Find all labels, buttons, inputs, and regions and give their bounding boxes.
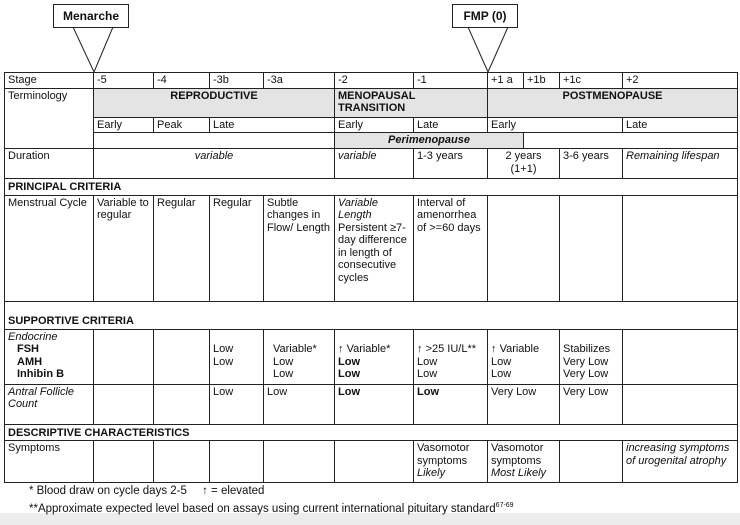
stage-row	[5, 73, 738, 89]
menstrual-s2-italic: Variable Length	[338, 196, 378, 221]
endocrine-value: Very Low	[563, 355, 609, 368]
symptoms-pm2-text: increasing symptoms of urogenital atrophy	[626, 442, 730, 467]
endocrine-s3a	[264, 329, 335, 384]
perimenopause-empty	[94, 133, 335, 149]
endocrine-value: Low	[417, 355, 438, 368]
endocrine-row	[5, 329, 738, 384]
subphase-row	[5, 117, 738, 133]
elevated-arrow-icon: ↑	[202, 485, 208, 497]
footnote-1	[29, 485, 514, 499]
stage-cell: +1b	[524, 73, 560, 89]
perimenopause-row	[5, 133, 738, 149]
duration-pm-2: Remaining lifespan	[623, 149, 738, 179]
endocrine-value: Variable*	[346, 343, 391, 355]
descriptive-row	[5, 424, 738, 441]
subphase-peak: Peak	[154, 117, 210, 133]
symptoms-empty	[264, 441, 335, 483]
endocrine-s5	[94, 329, 154, 384]
menstrual-empty	[488, 195, 560, 301]
endocrine-value: Stabilizes	[563, 343, 611, 355]
endocrine-value: Variable*	[273, 343, 317, 355]
subphase-early: Early	[94, 117, 154, 133]
stage-cell: -3a	[264, 73, 335, 89]
endocrine-value: Low	[273, 368, 294, 380]
afc-s5	[94, 384, 154, 424]
endocrine-value: Low	[338, 355, 360, 368]
terminology-label: Terminology	[5, 88, 94, 149]
fmp-callout: FMP (0)	[452, 4, 518, 28]
elevated-arrow-icon: ↑	[417, 343, 423, 355]
stage-cell: +2	[623, 73, 738, 89]
endocrine-value: Low	[213, 343, 234, 355]
endocrine-s1	[414, 329, 488, 384]
stage-cell: -5	[94, 73, 154, 89]
footnote-1-elevated: = elevated	[207, 485, 265, 497]
supportive-criteria-heading: SUPPORTIVE CRITERIA	[5, 301, 738, 329]
subphase-mt-early: Early	[335, 117, 414, 133]
afc-row	[5, 384, 738, 424]
elevated-arrow-icon: ↑	[491, 343, 497, 355]
inhibin-label: Inhibin B	[17, 368, 65, 380]
descriptive-heading: DESCRIPTIVE CHARACTERISTICS	[5, 424, 738, 441]
footnote-2	[29, 499, 514, 516]
duration-row	[5, 149, 738, 179]
symptoms-pm1	[488, 441, 560, 483]
afc-s3a: Low	[264, 384, 335, 424]
symptoms-label: Symptoms	[5, 441, 94, 483]
endocrine-value: Low	[491, 355, 512, 368]
symptoms-empty	[154, 441, 210, 483]
duration-pm-1c: 3-6 years	[560, 149, 623, 179]
endocrine-s4	[154, 329, 210, 384]
stage-label: Stage	[5, 73, 94, 89]
subphase-pm-late: Late	[623, 117, 738, 133]
footnote-1-text: * Blood draw on cycle days 2-5	[29, 485, 187, 497]
afc-s4	[154, 384, 210, 424]
subphase-mt-late: Late	[414, 117, 488, 133]
elevated-arrow-icon: ↑	[338, 343, 344, 355]
symptoms-pm2	[623, 441, 738, 483]
duration-mt-late: 1-3 years	[414, 149, 488, 179]
duration-pm-1ab: 2 years (1+1)	[488, 149, 560, 179]
menstrual-cycle-row	[5, 195, 738, 301]
menarche-callout: Menarche	[53, 4, 129, 28]
afc-pm1ab: Very Low	[488, 384, 560, 424]
menstrual-s2	[335, 195, 414, 301]
menopausal-transition-phase: MENOPAUSAL TRANSITION	[335, 88, 488, 117]
stage-cell: +1 a	[488, 73, 524, 89]
symptoms-empty	[335, 441, 414, 483]
afc-s1: Low	[414, 384, 488, 424]
menstrual-empty	[560, 195, 623, 301]
endocrine-value: Low	[273, 355, 294, 368]
footnote-2-text: **Approximate expected level based on assays using current international pituitary standard	[29, 502, 496, 515]
duration-mt-early: variable	[335, 149, 414, 179]
stage-cell: -4	[154, 73, 210, 89]
menstrual-s2-rest: Persistent ≥7- day difference in length of consecutive cycles	[338, 221, 407, 284]
menstrual-empty	[623, 195, 738, 301]
endocrine-label-cell	[5, 329, 94, 384]
endocrine-value: Low	[213, 355, 234, 368]
subphase-late: Late	[210, 117, 335, 133]
endocrine-pm2	[623, 329, 738, 384]
symptoms-empty	[94, 441, 154, 483]
symptoms-s1	[414, 441, 488, 483]
stage-cell: -2	[335, 73, 414, 89]
subphase-pm-early: Early	[488, 117, 623, 133]
symptoms-likelihood: Most Likely	[491, 467, 547, 479]
menstrual-s5: Variable to regular	[94, 195, 154, 301]
symptoms-text: Vasomotor symptoms	[417, 442, 470, 467]
staging-table	[4, 72, 738, 483]
menstrual-s1: Interval of amenorrhea of >=60 days	[414, 195, 488, 301]
afc-pm2	[623, 384, 738, 424]
afc-label: Antral Follicle Count	[5, 384, 94, 424]
endocrine-value: Variable	[499, 343, 540, 355]
fsh-label: FSH	[17, 343, 39, 355]
symptoms-likelihood: Likely	[417, 467, 446, 479]
principal-criteria-heading: PRINCIPAL CRITERIA	[5, 179, 738, 196]
symptoms-text: Vasomotor symptoms	[491, 442, 544, 467]
endocrine-value: >25 IU/L**	[425, 343, 477, 355]
afc-s3b: Low	[210, 384, 264, 424]
terminology-row	[5, 88, 738, 117]
menstrual-s3a: Subtle changes in Flow/ Length	[264, 195, 335, 301]
reproductive-phase: REPRODUCTIVE	[94, 88, 335, 117]
amh-label: AMH	[17, 355, 43, 368]
menstrual-s4: Regular	[154, 195, 210, 301]
endocrine-s2	[335, 329, 414, 384]
endocrine-value: Low	[491, 368, 512, 380]
endocrine-s3b	[210, 329, 264, 384]
symptoms-empty	[210, 441, 264, 483]
endocrine-pm1ab	[488, 329, 560, 384]
endocrine-value: Low	[417, 368, 438, 380]
duration-label: Duration	[5, 149, 94, 179]
stage-cell: +1c	[560, 73, 623, 89]
symptoms-row	[5, 441, 738, 483]
symptoms-empty	[560, 441, 623, 483]
endocrine-value: Low	[338, 368, 360, 380]
stage-cell: -1	[414, 73, 488, 89]
principal-criteria-row	[5, 179, 738, 196]
footnotes	[29, 485, 514, 516]
stage-cell: -3b	[210, 73, 264, 89]
endocrine-value: Very Low	[563, 368, 609, 380]
menstrual-cycle-label: Menstrual Cycle	[5, 195, 94, 301]
menstrual-s3b: Regular	[210, 195, 264, 301]
endocrine-label: Endocrine	[8, 330, 58, 343]
postmenopause-phase: POSTMENOPAUSE	[488, 88, 738, 117]
perimenopause-band: Perimenopause	[335, 133, 524, 149]
footnote-2-ref: 67-69	[495, 501, 514, 509]
supportive-criteria-row	[5, 301, 738, 329]
afc-pm1c: Very Low	[560, 384, 623, 424]
perimenopause-empty	[524, 133, 738, 149]
endocrine-pm1c	[560, 329, 623, 384]
duration-reproductive: variable	[94, 149, 335, 179]
afc-s2: Low	[335, 384, 414, 424]
